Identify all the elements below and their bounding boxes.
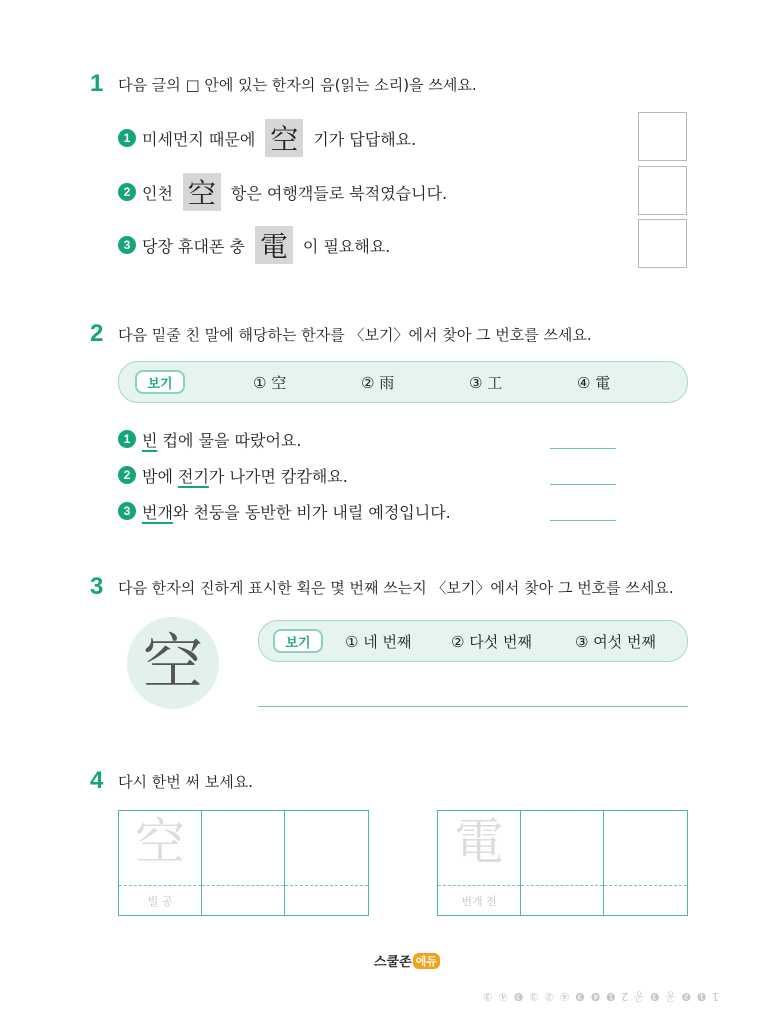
q2-option-4-mark: ④ xyxy=(577,374,591,392)
q1-item-1-before: 미세먼지 때문에 xyxy=(142,129,256,149)
q3-bogi-box xyxy=(258,620,688,662)
q2-answer-line-1[interactable] xyxy=(550,448,616,449)
q3-option-1: ① 네 번째 xyxy=(345,633,412,651)
q1-answer-box-1[interactable] xyxy=(638,112,687,161)
item-number-badge: 3 xyxy=(118,236,136,254)
q2-option-3-hanja: 工 xyxy=(487,374,503,392)
question-1-instruction: 다음 글의 □ 안에 있는 한자의 음(읽는 소리)을 쓰세요. xyxy=(118,76,477,94)
q3-hanja: 空 xyxy=(143,628,203,698)
q1-item-1-after: 기가 답답해요. xyxy=(313,129,417,149)
q2-option-1-mark: ① xyxy=(253,374,267,392)
question-4-instruction: 다시 한번 써 보세요. xyxy=(118,773,253,791)
trace-hanja: 電 xyxy=(454,813,504,871)
q1-item-3-hanja-box: 電 xyxy=(255,226,293,264)
question-4-number: 4 xyxy=(90,767,104,794)
logo-edu: 에듀 xyxy=(413,953,440,969)
q1-item-3-after: 이 필요해요. xyxy=(302,236,391,256)
q2-option-1 xyxy=(253,372,286,393)
q2-answer-line-3[interactable] xyxy=(550,520,616,521)
logo-text: 스쿨존 xyxy=(374,955,412,970)
q2-answer-line-2[interactable] xyxy=(550,484,616,485)
writing-grid-2 xyxy=(437,810,688,916)
q2-option-2-hanja: 雨 xyxy=(379,374,395,392)
guide-dashed-line xyxy=(438,885,520,886)
q2-option-2-mark: ② xyxy=(361,374,375,392)
q2-item-2 xyxy=(118,464,348,486)
trace-hanja: 空 xyxy=(135,813,185,871)
q2-item-3-rest: 와 천둥을 동반한 비가 내릴 예정입니다. xyxy=(172,502,451,522)
guide-dashed-line xyxy=(521,885,603,886)
guide-dashed-line xyxy=(202,885,284,886)
q1-answer-box-3[interactable] xyxy=(638,219,687,268)
q2-option-3-mark: ③ xyxy=(469,374,483,392)
guide-dashed-line xyxy=(119,885,201,886)
q2-option-2 xyxy=(361,372,394,393)
writing-cell[interactable] xyxy=(604,811,687,915)
trace-cell[interactable] xyxy=(438,811,521,915)
bogi-label: 보기 xyxy=(273,629,323,653)
upside-down-answer-key: 1 ❶ ❷ 공 ❸ 공 2 ❶ ❹ ❸ ④ ② ③ ❸ ④ ③ xyxy=(482,990,720,1003)
q2-item-1 xyxy=(118,428,301,450)
trace-cell[interactable] xyxy=(119,811,202,915)
q2-item-1-underlined: 빈 xyxy=(142,430,158,450)
schoolzone-logo xyxy=(374,951,440,970)
item-number-badge: 1 xyxy=(118,129,136,147)
q1-item-3 xyxy=(118,226,390,264)
q2-option-4-hanja: 電 xyxy=(595,374,611,392)
q1-item-1-hanja-box: 空 xyxy=(265,119,303,157)
item-number-badge: 1 xyxy=(118,430,136,448)
q2-bogi-box xyxy=(118,361,688,403)
question-1-number: 1 xyxy=(90,70,104,97)
question-2-number: 2 xyxy=(90,320,104,347)
q2-item-2-rest: 가 나가면 캄캄해요. xyxy=(208,466,348,486)
q3-hanja-circle xyxy=(127,617,219,709)
q1-item-2-after: 항은 여행객들로 북적였습니다. xyxy=(230,183,448,203)
q2-item-3-underlined: 번개 xyxy=(142,502,173,522)
q2-option-3 xyxy=(469,372,502,393)
q2-option-1-hanja: 空 xyxy=(271,374,287,392)
bogi-label: 보기 xyxy=(135,370,185,394)
q3-answer-line[interactable] xyxy=(258,706,688,707)
hanja-meaning: 번개 전 xyxy=(461,895,497,908)
q1-item-2 xyxy=(118,173,447,211)
item-number-badge: 3 xyxy=(118,502,136,520)
hanja-meaning: 빌 공 xyxy=(147,895,173,908)
item-number-badge: 2 xyxy=(118,183,136,201)
q2-option-4 xyxy=(577,372,610,393)
q2-item-3 xyxy=(118,500,451,522)
q2-item-2-underlined: 전기 xyxy=(178,466,209,486)
guide-dashed-line xyxy=(285,885,368,886)
q1-answer-box-2[interactable] xyxy=(638,166,687,215)
q1-item-3-before: 당장 휴대폰 충 xyxy=(142,236,245,256)
question-3-number: 3 xyxy=(90,573,104,600)
q3-option-3: ③ 여섯 번째 xyxy=(575,633,656,651)
writing-cell[interactable] xyxy=(521,811,604,915)
question-3-instruction: 다음 한자의 진하게 표시한 획은 몇 번째 쓰는지 〈보기〉에서 찾아 그 번호를 쓰세요. xyxy=(118,579,674,597)
item-number-badge: 2 xyxy=(118,466,136,484)
q1-item-1 xyxy=(118,119,416,157)
q2-item-1-rest: 컵에 물을 따랐어요. xyxy=(157,430,302,450)
guide-dashed-line xyxy=(604,885,687,886)
writing-cell[interactable] xyxy=(202,811,285,915)
writing-grid-1 xyxy=(118,810,369,916)
question-2-instruction: 다음 밑줄 친 말에 해당하는 한자를 〈보기〉에서 찾아 그 번호를 쓰세요. xyxy=(118,326,592,344)
q1-item-2-hanja-box: 空 xyxy=(183,173,221,211)
q1-item-2-before: 인천 xyxy=(142,183,173,203)
q3-option-2: ② 다섯 번째 xyxy=(451,633,532,651)
writing-cell[interactable] xyxy=(285,811,368,915)
q2-item-2-pre: 밤에 xyxy=(142,466,178,486)
